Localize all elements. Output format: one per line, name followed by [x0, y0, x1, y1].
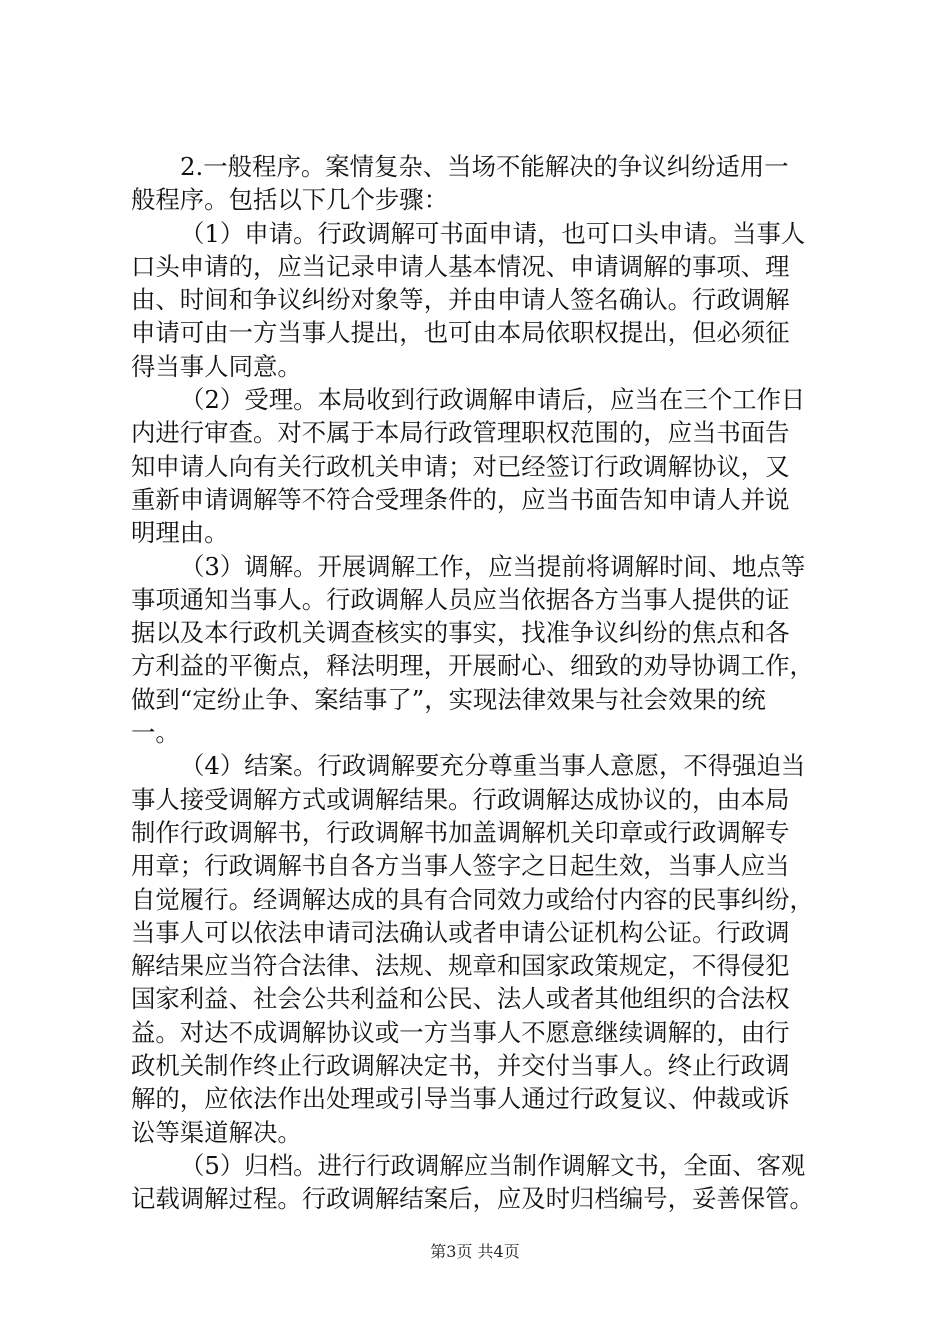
document-body	[131, 150, 831, 1216]
paragraph-line: 事人接受调解方式或调解结果。行政调解达成协议的，由本局	[131, 784, 790, 814]
paragraph-line: 做到“定纷止争、案结事了”，实现法律效果与社会效果的统	[131, 684, 766, 714]
paragraph-line: 解的，应依法作出处理或引导当事人通过行政复议、仲裁或诉	[131, 1084, 790, 1114]
paragraph-line: 重新申请调解等不符合受理条件的，应当书面告知申请人并说	[131, 484, 790, 514]
paragraph-line: 2.一般程序。案情复杂、当场不能解决的争议纠纷适用一	[180, 152, 789, 181]
paragraph-line: 事项通知当事人。行政调解人员应当依据各方当事人提供的证	[131, 584, 790, 614]
paragraph-line: 般程序。包括以下几个步骤：	[131, 185, 449, 215]
paragraph-line: 口头申请的，应当记录申请人基本情况、申请调解的事项、理	[131, 251, 790, 281]
paragraph-line: 讼等渠道解决。	[131, 1117, 302, 1147]
paragraph-line: （5）归档。进行行政调解应当制作调解文书，全面、客观	[180, 1150, 806, 1180]
paragraph-line: （1）申请。行政调解可书面申请，也可口头申请。当事人	[180, 218, 806, 248]
page-number-label: 第3页 共4页	[430, 1242, 520, 1261]
paragraph-line: 制作行政调解书，行政调解书加盖调解机关印章或行政调解专	[131, 817, 790, 847]
paragraph-line: 内进行审查。对不属于本局行政管理职权范围的，应当书面告	[131, 418, 790, 448]
paragraph-line: （4）结案。行政调解要充分尊重当事人意愿，不得强迫当	[180, 751, 806, 781]
paragraph-line: 由、时间和争议纠纷对象等，并由申请人签名确认。行政调解	[131, 285, 790, 315]
paragraph-line: 得当事人同意。	[131, 351, 302, 381]
paragraph-line: 自觉履行。经调解达成的具有合同效力或给付内容的民事纠纷，	[131, 884, 814, 914]
paragraph-line: 明理由。	[131, 518, 229, 548]
paragraph-line: 政机关制作终止行政调解决定书，并交付当事人。终止行政调	[131, 1051, 790, 1081]
page-footer	[0, 1242, 950, 1262]
paragraph-line: 一。	[131, 718, 180, 748]
paragraph-line: 国家利益、社会公共利益和公民、法人或者其他组织的合法权	[131, 984, 790, 1014]
paragraph-line: 方利益的平衡点，释法明理，开展耐心、细致的劝导协调工作，	[131, 651, 814, 681]
paragraph-line: 申请可由一方当事人提出，也可由本局依职权提出，但必须征	[131, 318, 790, 348]
paragraph-line: 益。对达不成调解协议或一方当事人不愿意继续调解的，由行	[131, 1017, 790, 1047]
paragraph-line: 当事人可以依法申请司法确认或者申请公证机构公证。行政调	[131, 917, 790, 947]
paragraph-line: （3）调解。开展调解工作，应当提前将调解时间、地点等	[180, 551, 806, 581]
paragraph-line: 据以及本行政机关调查核实的事实，找准争议纠纷的焦点和各	[131, 618, 790, 648]
paragraph-line: 用章；行政调解书自各方当事人签字之日起生效，当事人应当	[131, 851, 790, 881]
paragraph-line: 知申请人向有关行政机关申请；对已经签订行政调解协议，又	[131, 451, 790, 481]
paragraph-line: （2）受理。本局收到行政调解申请后，应当在三个工作日	[180, 385, 806, 415]
paragraph-line: 记载调解过程。行政调解结案后，应及时归档编号，妥善保管。	[131, 1184, 814, 1214]
paragraph-line: 解结果应当符合法律、法规、规章和国家政策规定，不得侵犯	[131, 951, 790, 981]
